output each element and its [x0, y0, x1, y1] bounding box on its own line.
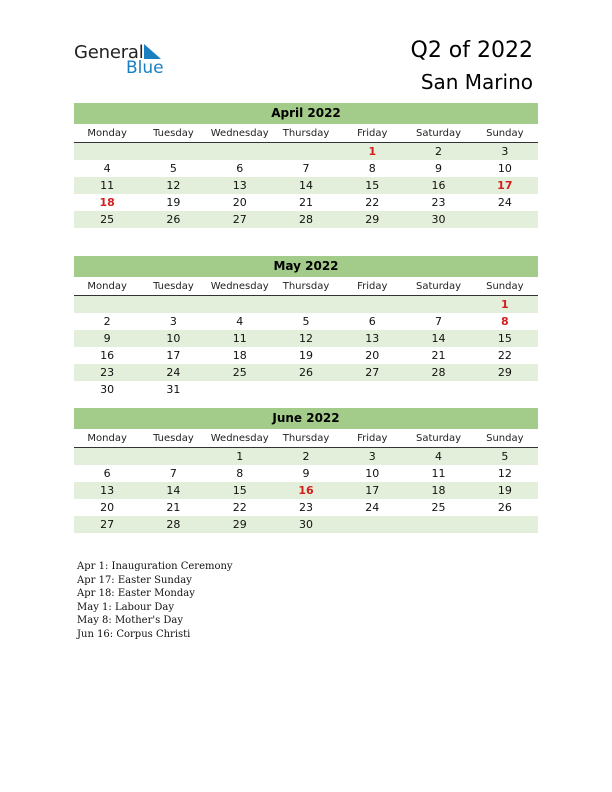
day-cell: 27	[365, 366, 380, 379]
weekday-label: Sunday	[486, 128, 524, 139]
day-cell: 30	[431, 213, 446, 226]
weekday-label: Friday	[357, 128, 388, 139]
day-cell: 26	[497, 501, 512, 514]
weekday-label: Saturday	[416, 281, 462, 292]
day-cell: 12	[497, 467, 512, 480]
weekday-header-row	[74, 278, 538, 296]
day-cell	[472, 516, 538, 533]
day-cell	[207, 381, 273, 398]
day-cell	[339, 381, 405, 398]
day-cell: 30	[298, 518, 313, 531]
day-cell: 21	[298, 196, 313, 209]
day-cell: 26	[166, 213, 181, 226]
month-block	[74, 103, 538, 228]
day-cell: 8	[368, 162, 376, 175]
week-row	[74, 211, 538, 228]
week-row	[74, 482, 538, 499]
holiday-day-cell: 1	[368, 145, 377, 158]
logo-text-blue: Blue	[126, 58, 164, 78]
day-cell: 10	[166, 332, 181, 345]
day-cell: 8	[236, 467, 244, 480]
weekday-label: Wednesday	[210, 281, 269, 292]
weekday-label: Monday	[87, 281, 127, 292]
day-cell: 28	[166, 518, 181, 531]
day-cell: 29	[232, 518, 247, 531]
day-cell: 11	[100, 179, 115, 192]
day-cell: 18	[431, 484, 446, 497]
weekday-label: Sunday	[486, 281, 524, 292]
day-cell: 21	[431, 349, 446, 362]
week-row	[74, 381, 538, 398]
day-cell: 14	[298, 179, 313, 192]
week-row	[74, 448, 538, 465]
week-row	[74, 143, 538, 160]
day-cell: 1	[236, 450, 244, 463]
day-cell: 12	[298, 332, 313, 345]
day-cell: 20	[100, 501, 115, 514]
day-cell: 13	[232, 179, 247, 192]
day-cell: 28	[298, 213, 313, 226]
month-block	[74, 408, 538, 533]
weekday-label: Thursday	[282, 281, 330, 292]
weekday-label: Sunday	[486, 433, 524, 444]
week-row	[74, 364, 538, 381]
holiday-notes	[77, 560, 233, 641]
holiday-day-cell: 18	[99, 196, 115, 209]
week-row	[74, 330, 538, 347]
day-cell: 4	[435, 450, 443, 463]
weekday-label: Monday	[87, 128, 127, 139]
day-cell: 9	[302, 467, 310, 480]
day-cell: 6	[236, 162, 244, 175]
day-cell: 30	[100, 383, 115, 396]
day-cell: 15	[232, 484, 247, 497]
day-cell: 15	[497, 332, 512, 345]
weekday-label: Tuesday	[153, 433, 194, 444]
day-cell: 12	[166, 179, 181, 192]
week-row	[74, 160, 538, 177]
day-cell: 27	[100, 518, 115, 531]
country-name: San Marino	[420, 70, 533, 94]
day-cell: 7	[169, 467, 177, 480]
day-cell	[74, 143, 140, 160]
day-cell	[207, 143, 273, 160]
day-cell: 14	[166, 484, 181, 497]
day-cell: 11	[232, 332, 247, 345]
holiday-day-cell: 16	[298, 484, 314, 497]
day-cell	[273, 296, 339, 313]
weekday-label: Tuesday	[153, 128, 194, 139]
day-cell: 5	[501, 450, 509, 463]
day-cell	[405, 296, 471, 313]
holiday-note: May 1: Labour Day	[77, 601, 174, 613]
day-cell: 25	[232, 366, 247, 379]
day-cell: 27	[232, 213, 247, 226]
day-cell: 24	[497, 196, 512, 209]
day-cell: 5	[169, 162, 177, 175]
day-cell: 2	[302, 450, 310, 463]
day-cell: 4	[103, 162, 111, 175]
week-row	[74, 465, 538, 482]
day-cell	[472, 381, 538, 398]
day-cell: 23	[431, 196, 446, 209]
day-cell: 9	[103, 332, 111, 345]
day-cell	[472, 211, 538, 228]
week-row	[74, 296, 538, 313]
day-cell: 3	[169, 315, 177, 328]
day-cell	[140, 448, 206, 465]
holiday-day-cell: 17	[497, 179, 513, 192]
page-title: Q2 of 2022	[410, 38, 533, 63]
day-cell	[405, 516, 471, 533]
weekday-label: Saturday	[416, 128, 462, 139]
day-cell: 7	[302, 162, 310, 175]
day-cell: 22	[232, 501, 247, 514]
day-cell: 10	[365, 467, 380, 480]
day-cell: 29	[365, 213, 380, 226]
day-cell: 5	[302, 315, 310, 328]
week-row	[74, 177, 538, 194]
logo-text-general: General	[74, 42, 144, 63]
day-cell: 3	[501, 145, 509, 158]
day-cell: 13	[100, 484, 115, 497]
day-cell: 20	[365, 349, 380, 362]
day-cell: 23	[298, 501, 313, 514]
day-cell: 23	[100, 366, 115, 379]
day-cell: 19	[166, 196, 181, 209]
month-title: May 2022	[74, 256, 538, 277]
day-cell: 11	[431, 467, 446, 480]
day-cell: 25	[100, 213, 115, 226]
holiday-day-cell: 8	[501, 315, 509, 328]
day-cell: 13	[365, 332, 380, 345]
weekday-header-row	[74, 430, 538, 448]
month-title: April 2022	[74, 103, 538, 124]
weekday-header-row	[74, 125, 538, 143]
day-cell: 17	[166, 349, 181, 362]
day-cell: 19	[497, 484, 512, 497]
day-cell: 15	[365, 179, 380, 192]
day-cell: 29	[497, 366, 512, 379]
day-cell: 17	[365, 484, 380, 497]
day-cell: 31	[166, 383, 181, 396]
day-cell: 28	[431, 366, 446, 379]
holiday-note: May 8: Mother's Day	[77, 615, 184, 626]
day-cell	[74, 296, 140, 313]
weekday-label: Wednesday	[210, 433, 269, 444]
holiday-day-cell: 1	[501, 298, 509, 311]
day-cell: 26	[298, 366, 313, 379]
week-row	[74, 499, 538, 516]
weekday-label: Friday	[357, 433, 388, 444]
weekday-label: Wednesday	[210, 128, 269, 139]
day-cell: 20	[232, 196, 247, 209]
day-cell	[140, 296, 206, 313]
day-cell: 18	[232, 349, 247, 362]
day-cell: 22	[497, 349, 512, 362]
week-row	[74, 347, 538, 364]
day-cell: 14	[431, 332, 446, 345]
weekday-label: Saturday	[416, 433, 462, 444]
day-cell: 9	[435, 162, 443, 175]
week-row	[74, 516, 538, 533]
day-cell: 3	[368, 450, 376, 463]
day-cell: 2	[435, 145, 443, 158]
holiday-note: Apr 1: Inauguration Ceremony	[77, 561, 233, 572]
day-cell	[273, 143, 339, 160]
day-cell: 25	[431, 501, 446, 514]
week-row	[74, 313, 538, 330]
day-cell: 6	[368, 315, 376, 328]
day-cell: 19	[298, 349, 313, 362]
day-cell	[339, 516, 405, 533]
holiday-note: Apr 17: Easter Sunday	[77, 574, 192, 586]
day-cell	[273, 381, 339, 398]
day-cell: 2	[103, 315, 111, 328]
month-title: June 2022	[74, 408, 538, 429]
day-cell: 21	[166, 501, 181, 514]
weekday-label: Monday	[87, 433, 127, 444]
day-cell: 22	[365, 196, 380, 209]
weekday-label: Thursday	[282, 128, 330, 139]
day-cell	[140, 143, 206, 160]
weekday-label: Thursday	[282, 433, 330, 444]
holiday-note: Apr 18: Easter Monday	[77, 588, 195, 599]
weekday-label: Friday	[357, 281, 388, 292]
day-cell: 24	[166, 366, 181, 379]
day-cell: 4	[236, 315, 244, 328]
month-block	[74, 256, 538, 398]
day-cell	[74, 448, 140, 465]
day-cell: 6	[103, 467, 111, 480]
day-cell: 16	[431, 179, 446, 192]
day-cell: 24	[365, 501, 380, 514]
day-cell	[207, 296, 273, 313]
day-cell: 10	[497, 162, 512, 175]
day-cell	[405, 381, 471, 398]
day-cell	[339, 296, 405, 313]
day-cell: 16	[100, 349, 115, 362]
week-row	[74, 194, 538, 211]
brand-logo	[74, 42, 174, 78]
weekday-label: Tuesday	[153, 281, 194, 292]
holiday-note: Jun 16: Corpus Christi	[77, 628, 191, 640]
day-cell: 7	[435, 315, 443, 328]
